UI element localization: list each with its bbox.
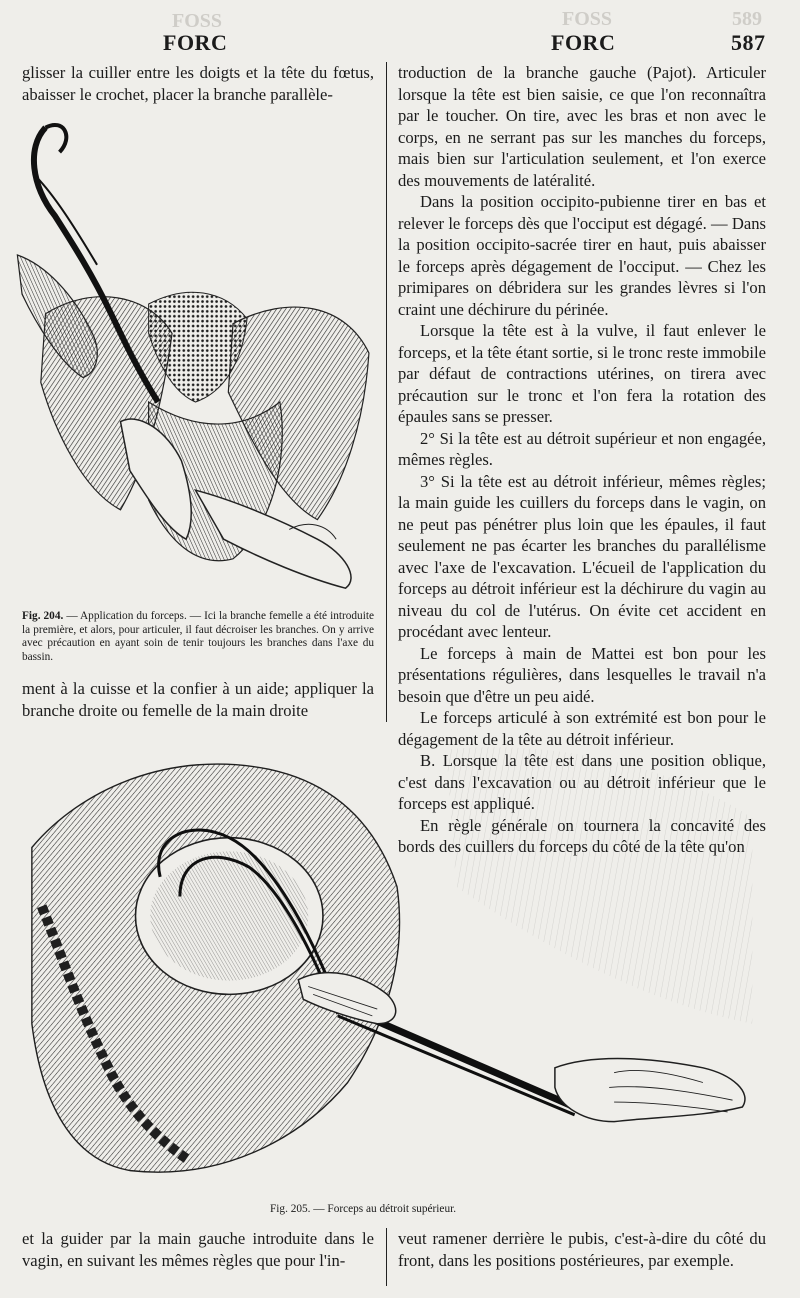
bleed-through-header-left: FOSS <box>172 10 223 32</box>
column-divider-top <box>386 62 387 722</box>
bleed-through-page-number: 589 <box>732 8 762 30</box>
bleed-through-header-right: FOSS <box>562 8 613 30</box>
right-paragraph-8: B. Lorsque la tête est dans une position oblique, c'est dans l'excavation ou au détroit inférieur que le forceps est appliqué. <box>398 751 766 813</box>
right-paragraph-1: troduction de la branche gauche (Pajot). Articuler lorsque la tête est bien saisie, ce que l'on reconnaîtra par le toucher. On tire, avec les bras et non avec le corps, en ne serrant pas sur les manches du forceps, mais bien sur l'articulation seulement, et l'on exerce des mouvements de latéralité. <box>398 63 766 190</box>
page-number: 587 <box>731 30 766 55</box>
right-paragraph-7: Le forceps articulé à son extrémité est bon pour le dégagement de la tête au détroit inférieur. <box>398 708 766 749</box>
left-bottom-paragraph: et la guider par la main gauche introduite dans le vagin, en suivant les mêmes règles que pour l'in- <box>22 1229 374 1270</box>
figure-205-engraving <box>22 730 772 1200</box>
right-paragraph-2: Dans la position occipito-pubienne tirer en bas et relever le forceps dès que l'occiput est dégagé. — Dans la position occipito-sacrée tirer en haut, puis abaisser le forceps après dégagement de l'occiput. — Chez les primipares on débridera sur les grandes lèvres si l'on craint une déchirure du périnée. <box>398 192 766 319</box>
figure-205-caption: Fig. 205. — Forceps au détroit supérieur. <box>270 1203 457 1215</box>
figure-204-caption-label: Fig. 204. <box>22 610 64 622</box>
header-right-title: FORC <box>551 30 616 55</box>
left-column-bottom-text <box>22 1228 374 1271</box>
left-column-top-text <box>22 62 374 105</box>
left-after-figure-paragraph: ment à la cuisse et la confier à un aide; appliquer la branche droite ou femelle de la main droite <box>22 679 374 720</box>
right-paragraph-3: Lorsque la tête est à la vulve, il faut enlever le forceps, et la tête étant sortie, si le tronc reste immobile par défaut de contractions utérines, on tirera avec précaution sur le tronc et l'on fera la rotation des épaules sans se presser. <box>398 321 766 426</box>
right-paragraph-9: En règle générale on tournera la concavité des bords des cuillers du forceps du côté de la tête qu'on <box>398 815 766 856</box>
right-paragraph-5: 3° Si la tête est au détroit inférieur, mêmes règles; la main guide les cuillers du forceps dans le vagin, on ne peut pas pénétrer plus loin que les épaules, il faut seulement ne pas écarter les branches du parallélisme avec l'axe de l'excavation. L'écueil de l'application du forceps au détroit inférieur est la déchirure du vagin au niveau du col de l'utérus. On évite cet accident en procédant avec lenteur. <box>398 471 766 641</box>
figure-204-caption <box>22 610 374 664</box>
left-column-after-figure <box>22 678 374 721</box>
header-left-title: FORC <box>163 30 228 55</box>
figure-204-engraving <box>8 108 383 598</box>
right-bottom-paragraph: veut ramener derrière le pubis, c'est-à-dire du côté du front, dans les positions postérieures, par exemple. <box>398 1229 766 1270</box>
right-paragraph-4: 2° Si la tête est au détroit supérieur et non engagée, mêmes règles. <box>398 428 766 469</box>
figure-204-caption-text: — Application du forceps. — Ici la branche femelle a été introduite la première, et alors, pour articuler, il faut décroiser les branches. On y arrive avec précaution en ayant soin de tenir toujours les branches dans l'axe du bassin. <box>22 610 375 663</box>
right-column-bottom-text <box>398 1228 766 1271</box>
left-top-paragraph: glisser la cuiller entre les doigts et la tête du fœtus, abaisser le crochet, placer la branche parallèle- <box>22 63 374 104</box>
right-paragraph-6: Le forceps à main de Mattei est bon pour les présentations régulières, dans lesquelles le travail n'a besoin que d'être un peu aidé. <box>398 643 766 706</box>
column-divider-bottom <box>386 1228 387 1286</box>
